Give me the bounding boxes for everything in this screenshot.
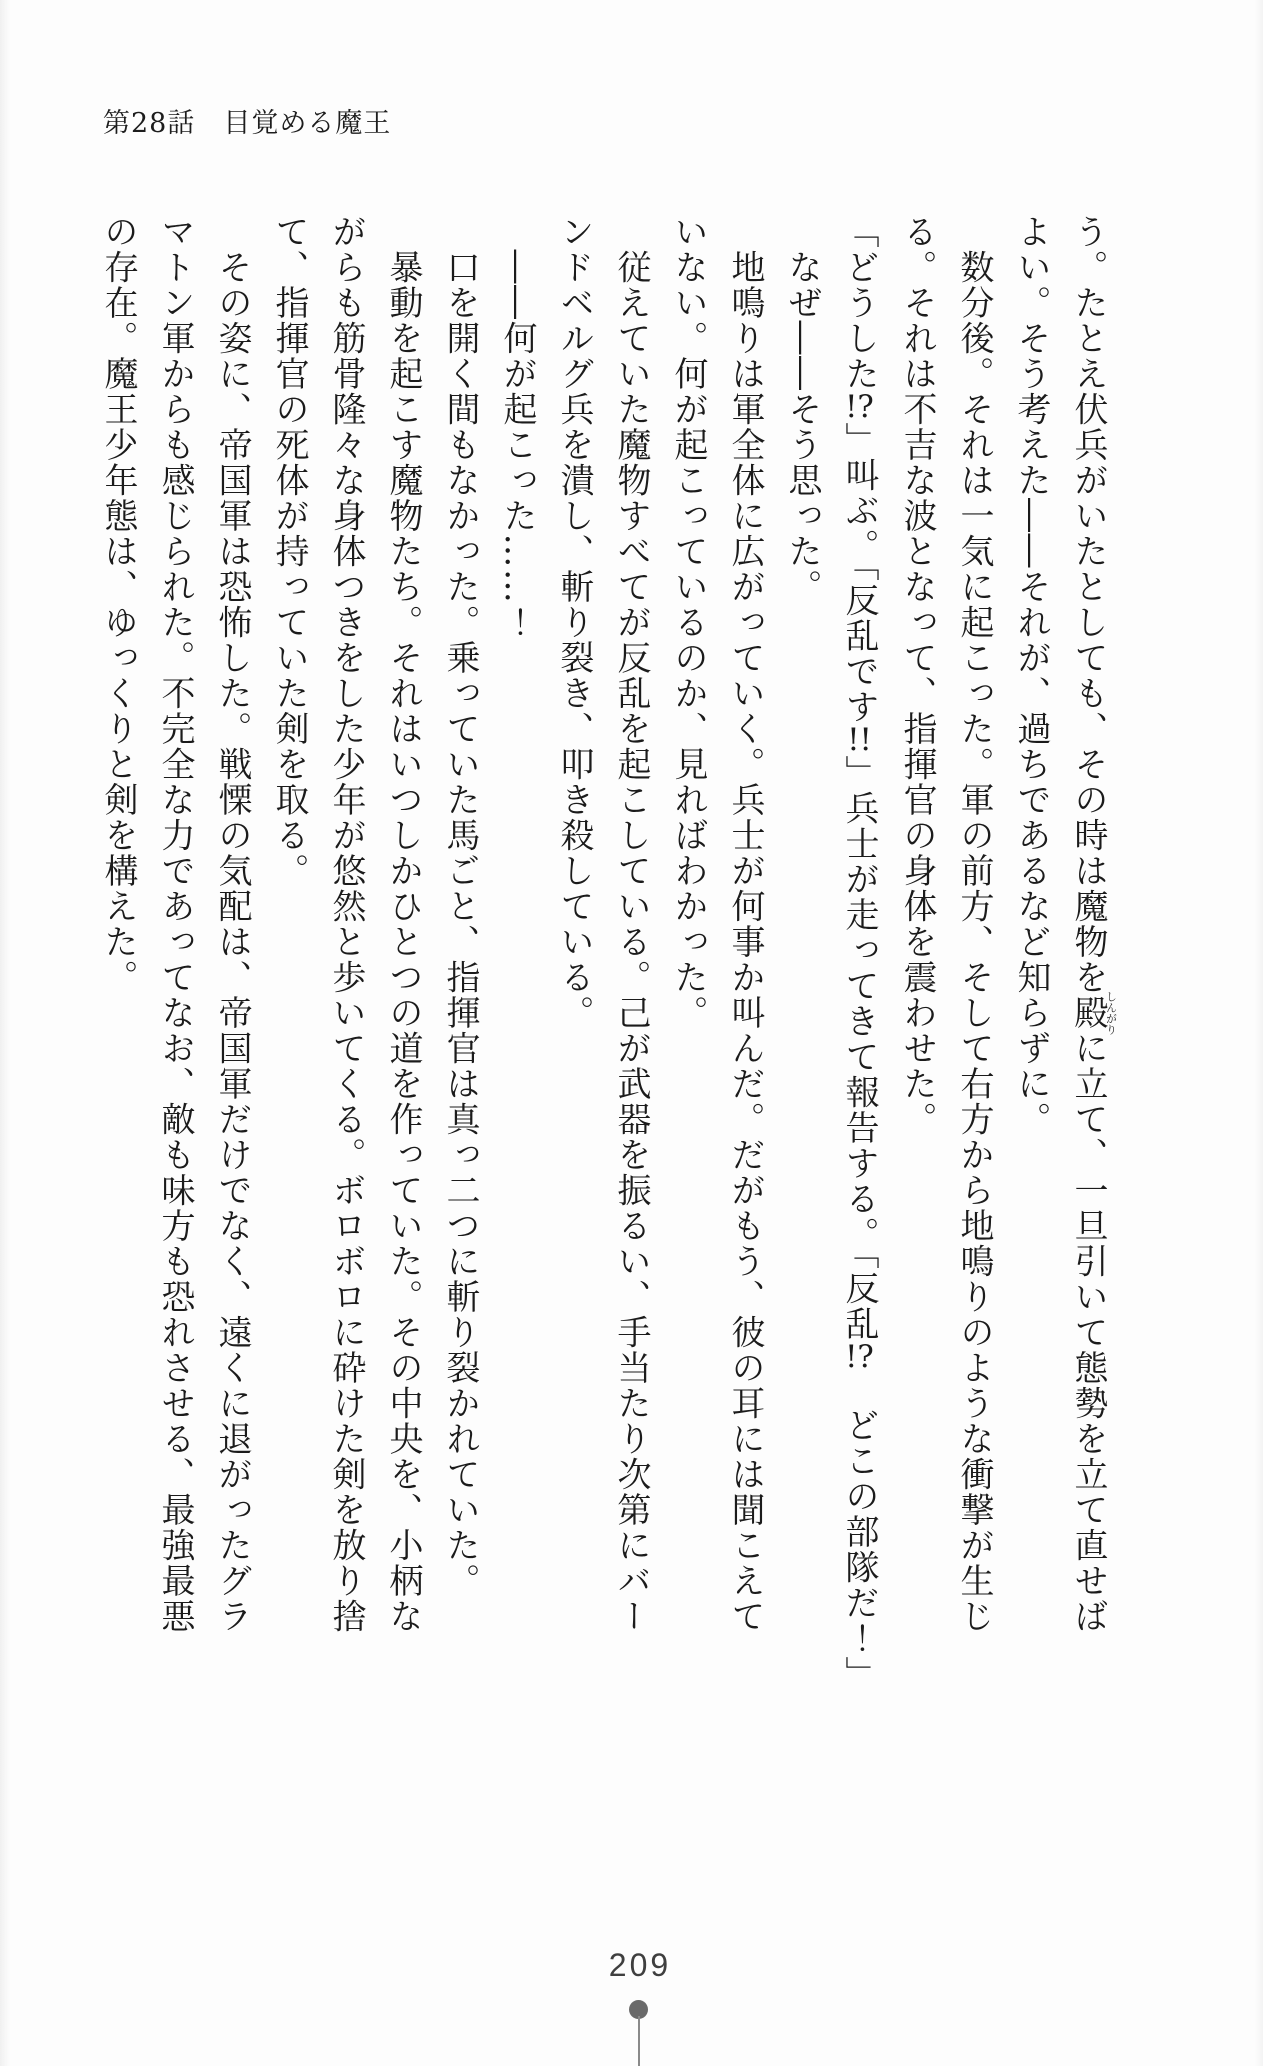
text-line bbox=[1059, 214, 1117, 1714]
text-run: 従えていた魔物すべてが反乱を起こしている。己が武器を振るい、手当たり次第にバー bbox=[611, 214, 651, 1634]
ruby-annotated-text: 殿しんがり bbox=[1068, 990, 1118, 1035]
tate-chu-yoko-text: !! bbox=[847, 724, 872, 756]
text-run: る。それは不吉な波となって、指揮官の身体を震わせた。 bbox=[897, 214, 937, 1137]
text-line bbox=[89, 214, 146, 1714]
page-edge-shade-left bbox=[0, 0, 10, 2066]
text-run: がらも筋骨隆々な身体つきをした少年が悠然と歩いてくる。ボロボロに砕けた剣を放り捨 bbox=[326, 214, 366, 1634]
page-number: 209 bbox=[608, 1947, 672, 1983]
text-run: 数分後。それは一気に起こった。軍の前方、そして右方から地鳴りのような衝撃が生じ bbox=[954, 214, 994, 1634]
text-line bbox=[773, 214, 830, 1714]
text-line bbox=[545, 214, 602, 1714]
text-run: ンドベルグ兵を潰し、斬り裂き、叩き殺している。 bbox=[554, 214, 594, 1031]
text-line bbox=[317, 214, 374, 1714]
text-run: て、指揮官の死体が持っていた剣を取る。 bbox=[269, 214, 309, 889]
text-line bbox=[488, 214, 545, 1714]
text-run: に立て、一旦引いて態勢を立て直せば bbox=[1068, 1030, 1108, 1634]
text-line bbox=[260, 214, 317, 1714]
text-line bbox=[431, 214, 488, 1714]
text-line bbox=[602, 214, 659, 1714]
tate-chu-yoko-text: !? bbox=[845, 391, 874, 423]
text-run: 地鳴りは軍全体に広がっていく。兵士が何事か叫んだ。だがもう、彼の耳には聞こえて bbox=[725, 214, 765, 1634]
text-run: どこの部隊だ！」 bbox=[839, 1372, 879, 1692]
text-run: の存在。魔王少年態は、ゆっくりと剣を構えた。 bbox=[98, 214, 138, 995]
text-run: 暴動を起こす魔物たち。それはいつしかひとつの道を作っていた。その中央を、小柄な bbox=[383, 214, 423, 1634]
text-run: なぜ――そう思った。 bbox=[782, 214, 822, 605]
body-text-block bbox=[89, 214, 1117, 1714]
text-run: う。たとえ伏兵がいたとしても、その時は魔物を bbox=[1068, 214, 1108, 995]
text-line bbox=[659, 214, 716, 1714]
text-line bbox=[945, 214, 1002, 1714]
text-run: ――何が起こった……！ bbox=[497, 214, 537, 640]
text-line bbox=[830, 214, 888, 1714]
text-run: 」叫ぶ。「反乱です bbox=[839, 422, 879, 725]
text-run: 口を開く間もなかった。乗っていた馬ごと、指揮官は真っ二つに斬り裂かれていた。 bbox=[440, 214, 480, 1599]
text-run: いない。何が起こっているのか、見ればわかった。 bbox=[668, 214, 708, 1031]
text-line bbox=[203, 214, 260, 1714]
text-run: よい。そう考えた――それが、過ちであるなど知らずに。 bbox=[1011, 214, 1051, 1137]
text-line bbox=[146, 214, 203, 1714]
page-edge-shade-right bbox=[1255, 0, 1263, 2066]
text-line bbox=[888, 214, 945, 1714]
text-run: 」兵士が走ってきて報告する。「反乱 bbox=[839, 755, 879, 1342]
text-run: マトン軍からも感じられた。不完全な力であってなお、敵も味方も恐れさせる、最強最悪 bbox=[155, 214, 195, 1634]
text-line bbox=[1002, 214, 1059, 1714]
text-run: その姿に、帝国軍は恐怖した。戦慄の気配は、帝国軍だけでなく、遠くに退がったグラ bbox=[212, 214, 252, 1634]
tate-chu-yoko-text: !? bbox=[845, 1341, 874, 1373]
text-line bbox=[716, 214, 773, 1714]
text-run: 「どうした bbox=[839, 214, 879, 392]
text-line bbox=[374, 214, 431, 1714]
chapter-header: 第28話 目覚める魔王 bbox=[103, 108, 392, 139]
page-ornament-line bbox=[638, 2016, 640, 2066]
